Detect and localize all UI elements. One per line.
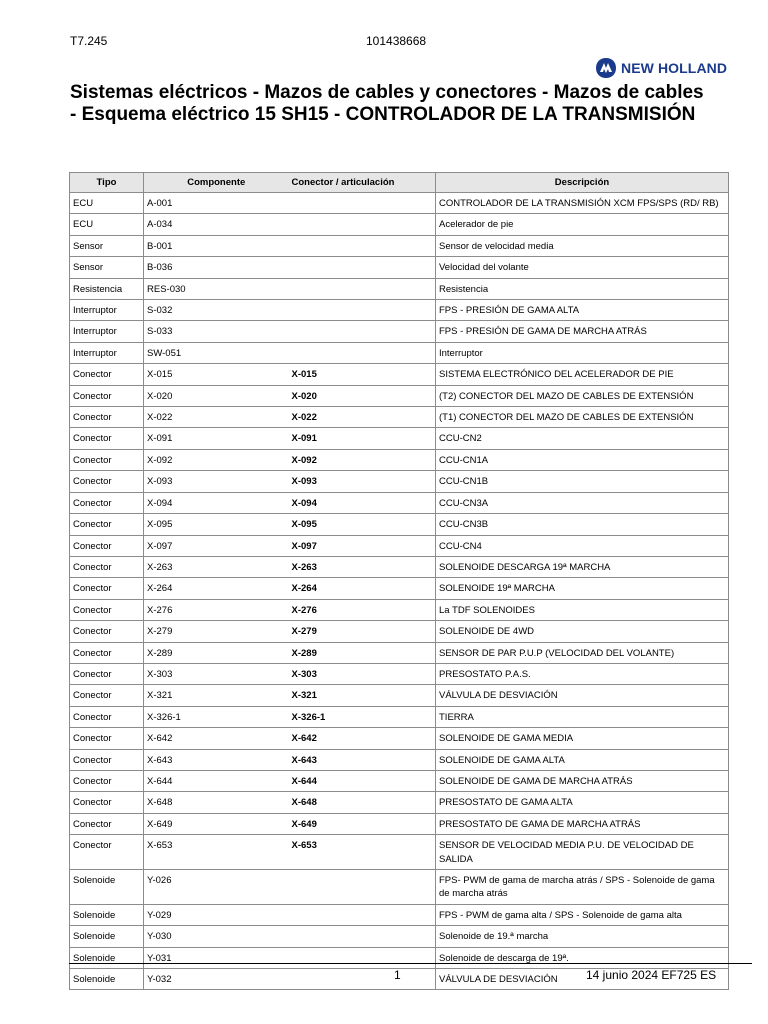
table-row [70,770,729,791]
footer-divider [69,963,752,964]
cell-conector: X-015 [289,364,436,385]
table-row [70,364,729,385]
table-row [70,535,729,556]
cell-descripcion: (T2) CONECTOR DEL MAZO DE CABLES DE EXTENSIÓN [436,385,729,406]
table-row [70,321,729,342]
column-header-componente: Componente [144,173,289,193]
footer-date: 14 junio 2024 EF725 ES [586,968,717,982]
cell-tipo: Conector [70,621,144,642]
cell-conector: X-263 [289,556,436,577]
cell-descripcion: CONTROLADOR DE LA TRANSMISIÓN XCM FPS/SPS (RD/ RB) [436,193,729,214]
cell-tipo: Conector [70,556,144,577]
cell-tipo: Conector [70,813,144,834]
cell-descripcion: SENSOR DE PAR P.U.P (VELOCIDAD DEL VOLANTE) [436,642,729,663]
table-row [70,663,729,684]
cell-componente: Y-032 [144,969,289,990]
cell-conector [289,947,436,968]
cell-tipo: Solenoide [70,870,144,905]
cell-conector: X-643 [289,749,436,770]
cell-descripcion: La TDF SOLENOIDES [436,599,729,620]
cell-tipo: Conector [70,728,144,749]
cell-componente: X-093 [144,471,289,492]
cell-componente: X-642 [144,728,289,749]
table-row [70,407,729,428]
cell-tipo: Conector [70,449,144,470]
cell-componente: X-022 [144,407,289,428]
cell-tipo: Sensor [70,257,144,278]
cell-tipo: Resistencia [70,278,144,299]
table-row [70,706,729,727]
cell-descripcion: SOLENOIDE DE GAMA ALTA [436,749,729,770]
cell-conector: X-289 [289,642,436,663]
cell-descripcion: Interruptor [436,342,729,363]
cell-tipo: Conector [70,535,144,556]
cell-conector: X-264 [289,578,436,599]
cell-conector [289,300,436,321]
cell-tipo: Conector [70,407,144,428]
cell-tipo: Conector [70,514,144,535]
cell-conector: X-321 [289,685,436,706]
cell-componente: X-644 [144,770,289,791]
cell-tipo: Conector [70,599,144,620]
table-row [70,492,729,513]
cell-componente: Y-029 [144,904,289,925]
cell-componente: X-279 [144,621,289,642]
cell-conector [289,257,436,278]
cell-conector: X-648 [289,792,436,813]
cell-componente: X-648 [144,792,289,813]
cell-descripcion: FPS- PWM de gama de marcha atrás / SPS - Solenoide de gama de marcha atrás [436,870,729,905]
cell-tipo: Conector [70,364,144,385]
cell-componente: A-001 [144,193,289,214]
cell-tipo: Conector [70,749,144,770]
cell-componente: SW-051 [144,342,289,363]
cell-tipo: Solenoide [70,926,144,947]
cell-conector [289,321,436,342]
table-row [70,257,729,278]
cell-tipo: Conector [70,685,144,706]
cell-conector: X-095 [289,514,436,535]
cell-descripcion: VÁLVULA DE DESVIACIÓN [436,685,729,706]
brand-name: NEW HOLLAND [621,60,728,76]
cell-descripcion: CCU-CN3B [436,514,729,535]
brand-logo [595,57,727,79]
cell-componente: X-303 [144,663,289,684]
cell-descripcion: TIERRA [436,706,729,727]
cell-conector: X-279 [289,621,436,642]
cell-descripcion: SOLENOIDE DE GAMA MEDIA [436,728,729,749]
cell-componente: B-001 [144,235,289,256]
cell-componente: X-263 [144,556,289,577]
cell-conector: X-653 [289,835,436,870]
cell-componente: Y-031 [144,947,289,968]
cell-conector: X-276 [289,599,436,620]
cell-componente: X-097 [144,535,289,556]
cell-descripcion: FPS - PRESIÓN DE GAMA DE MARCHA ATRÁS [436,321,729,342]
table-row [70,514,729,535]
cell-componente: B-036 [144,257,289,278]
table-row [70,792,729,813]
cell-tipo: Conector [70,770,144,791]
cell-conector [289,904,436,925]
table-row [70,813,729,834]
cell-conector [289,969,436,990]
cell-descripcion: CCU-CN2 [436,428,729,449]
cell-componente: Y-026 [144,870,289,905]
cell-conector: X-303 [289,663,436,684]
table-row [70,556,729,577]
cell-descripcion: Solenoide de descarga de 19ª. [436,947,729,968]
cell-descripcion: PRESOSTATO DE GAMA DE MARCHA ATRÁS [436,813,729,834]
components-table [69,172,729,990]
cell-componente: S-033 [144,321,289,342]
cell-descripcion: CCU-CN1B [436,471,729,492]
cell-tipo: Conector [70,385,144,406]
table-row [70,926,729,947]
cell-tipo: Conector [70,706,144,727]
cell-conector: X-093 [289,471,436,492]
cell-tipo: ECU [70,193,144,214]
cell-descripcion: (T1) CONECTOR DEL MAZO DE CABLES DE EXTENSIÓN [436,407,729,428]
cell-componente: X-326-1 [144,706,289,727]
cell-tipo: Conector [70,792,144,813]
cell-componente: X-095 [144,514,289,535]
document-number: 101438668 [366,34,427,48]
cell-componente: A-034 [144,214,289,235]
cell-componente: X-020 [144,385,289,406]
cell-conector: X-020 [289,385,436,406]
cell-conector: X-097 [289,535,436,556]
cell-componente: X-643 [144,749,289,770]
cell-tipo: Solenoide [70,969,144,990]
cell-componente: X-091 [144,428,289,449]
cell-descripcion: SOLENOIDE 19ª MARCHA [436,578,729,599]
table-body [70,193,729,990]
cell-tipo: Sensor [70,235,144,256]
cell-descripcion: FPS - PWM de gama alta / SPS - Solenoide de gama alta [436,904,729,925]
cell-conector [289,193,436,214]
cell-tipo: Conector [70,428,144,449]
cell-tipo: ECU [70,214,144,235]
cell-descripcion: SISTEMA ELECTRÓNICO DEL ACELERADOR DE PIE [436,364,729,385]
table-row [70,385,729,406]
table-row [70,449,729,470]
cell-tipo: Conector [70,663,144,684]
cell-descripcion: FPS - PRESIÓN DE GAMA ALTA [436,300,729,321]
cell-tipo: Solenoide [70,947,144,968]
cell-descripcion: Resistencia [436,278,729,299]
cell-tipo: Conector [70,471,144,492]
cell-componente: X-276 [144,599,289,620]
cell-tipo: Solenoide [70,904,144,925]
table-row [70,870,729,905]
cell-conector: X-644 [289,770,436,791]
table-row [70,278,729,299]
cell-tipo: Conector [70,492,144,513]
cell-descripcion: SOLENOIDE DESCARGA 19ª MARCHA [436,556,729,577]
cell-descripcion: SENSOR DE VELOCIDAD MEDIA P.U. DE VELOCIDAD DE SALIDA [436,835,729,870]
cell-componente: Y-030 [144,926,289,947]
table-row [70,904,729,925]
table-row [70,235,729,256]
cell-conector: X-642 [289,728,436,749]
column-header-tipo: Tipo [70,173,144,193]
cell-componente: X-653 [144,835,289,870]
table-row [70,642,729,663]
cell-conector: X-092 [289,449,436,470]
column-header-conector: Conector / articulación [289,173,436,193]
cell-descripcion: Solenoide de 19.ª marcha [436,926,729,947]
cell-tipo: Interruptor [70,300,144,321]
cell-descripcion: CCU-CN4 [436,535,729,556]
cell-conector: X-094 [289,492,436,513]
column-header-descripcion: Descripción [436,173,729,193]
table-row [70,300,729,321]
cell-conector [289,926,436,947]
cell-descripcion: Acelerador de pie [436,214,729,235]
cell-descripcion: SOLENOIDE DE 4WD [436,621,729,642]
table-row [70,728,729,749]
table-header-row [70,173,729,193]
cell-conector [289,870,436,905]
document-code: T7.245 [70,34,108,48]
table-row [70,685,729,706]
cell-tipo: Interruptor [70,321,144,342]
cell-conector: X-091 [289,428,436,449]
cell-componente: X-264 [144,578,289,599]
page-number: 1 [394,968,401,982]
table-row [70,621,729,642]
cell-tipo: Conector [70,578,144,599]
cell-descripcion: CCU-CN3A [436,492,729,513]
cell-componente: X-092 [144,449,289,470]
cell-descripcion: Velocidad del volante [436,257,729,278]
cell-tipo: Conector [70,642,144,663]
new-holland-leaf-icon [595,57,617,79]
cell-componente: RES-030 [144,278,289,299]
cell-componente: X-094 [144,492,289,513]
table-row [70,599,729,620]
cell-conector [289,235,436,256]
cell-descripcion: PRESOSTATO DE GAMA ALTA [436,792,729,813]
cell-descripcion: Sensor de velocidad media [436,235,729,256]
cell-descripcion: SOLENOIDE DE GAMA DE MARCHA ATRÁS [436,770,729,791]
cell-componente: X-289 [144,642,289,663]
cell-descripcion: PRESOSTATO P.A.S. [436,663,729,684]
table-row [70,578,729,599]
table-row [70,428,729,449]
table-row [70,947,729,968]
table-row [70,471,729,492]
cell-componente: X-015 [144,364,289,385]
cell-descripcion: VÁLVULA DE DESVIACIÓN [436,969,729,990]
cell-conector: X-649 [289,813,436,834]
cell-tipo: Interruptor [70,342,144,363]
table-row [70,193,729,214]
cell-conector [289,278,436,299]
cell-conector: X-326-1 [289,706,436,727]
cell-componente: X-321 [144,685,289,706]
cell-componente: S-032 [144,300,289,321]
cell-conector: X-022 [289,407,436,428]
table-row [70,749,729,770]
page-title: Sistemas eléctricos - Mazos de cables y conectores - Mazos de cables - Esquema eléctrico 15 SH15 - CONTROLADOR DE LA TRANSMISIÓN [70,82,704,125]
cell-componente: X-649 [144,813,289,834]
cell-tipo: Conector [70,835,144,870]
cell-conector [289,214,436,235]
cell-conector [289,342,436,363]
table-row [70,214,729,235]
table-row [70,835,729,870]
table-row [70,342,729,363]
cell-descripcion: CCU-CN1A [436,449,729,470]
